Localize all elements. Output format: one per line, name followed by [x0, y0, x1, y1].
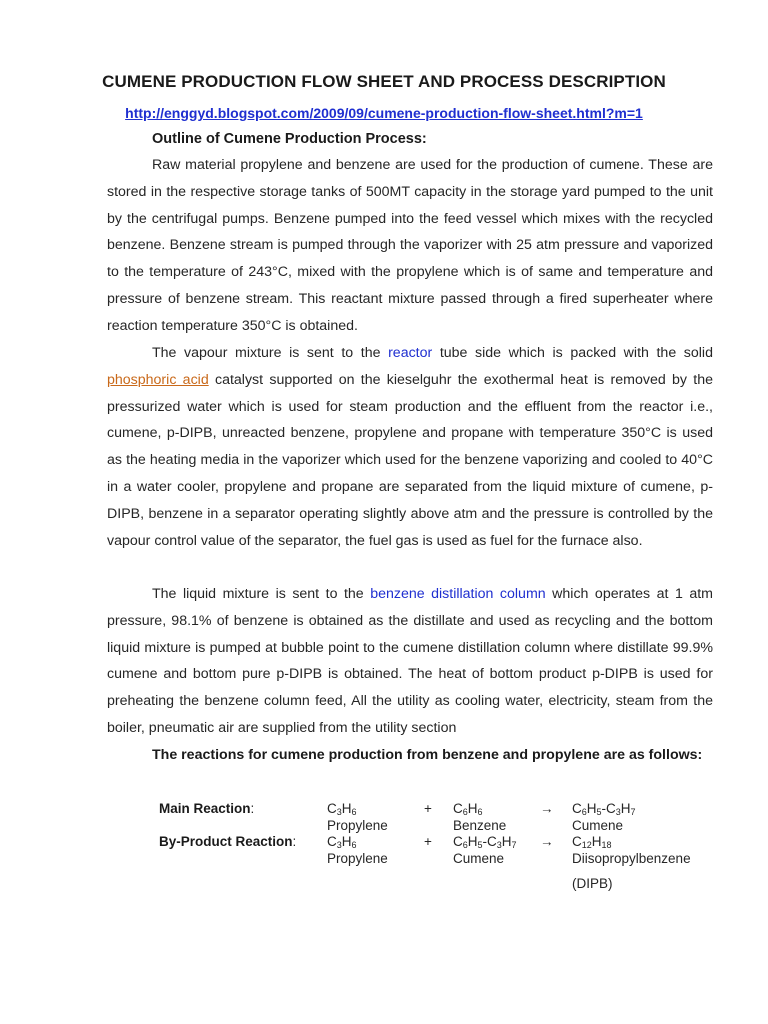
main-reactant1-name: Propylene: [327, 818, 388, 833]
phosphoric-acid-link[interactable]: phosphoric acid: [107, 371, 209, 388]
main-reactant2-formula: $C_6H_6$: [453, 801, 483, 817]
main-reaction-label: Main Reaction:: [159, 801, 255, 816]
paragraph-liquid-text-a: The liquid mixture is sent to the: [152, 586, 364, 602]
byproduct-arrow: →: [540, 834, 554, 849]
byproduct-reactant2-formula: $C_6H_5-C_3H_7$: [453, 834, 517, 850]
paragraph-raw-material: [107, 152, 713, 340]
main-reactant1-formula: $C_3H_6$: [327, 801, 357, 817]
byproduct-reactant1-formula: $C_3H_6$: [327, 834, 357, 850]
byproduct-product-abbreviation: (DIPB): [572, 876, 613, 891]
paragraph-raw-material-text: Raw material propylene and benzene are used for the production of cumene. These are stored in the respective storage tanks of 500MT capacity in the storage yard pumped to the unit by the centrifugal pumps. Benzene pumped into the feed vessel which mixes with the recycled benzene. Benzene stream is pumped through the vaporizer with 25 atm pressure and vaporized to the temperature of 243°C, mixed with the propylene which is of same and temperature and pressure of benzene stream. This reactant mixture passed through a fired superheater where reaction temperature 350°C is obtained.: [107, 157, 713, 334]
document-title: CUMENE PRODUCTION FLOW SHEET AND PROCESS DESCRIPTION: [102, 72, 666, 91]
byproduct-product-name: Diisopropylbenzene: [572, 851, 691, 866]
paragraph-vapour-text-b: tube side which is packed with the solid: [439, 345, 713, 361]
paragraph-liquid-mixture: [107, 581, 713, 742]
paragraph-liquid-text-b: which operates at 1 atm pressure, 98.1% of benzene is obtained as the distillate and used as recycling and the bottom liquid mixture is pumped at bubble point to the cumene distillation column where distillate 99.9% cumene and bottom pure p-DIPB is obtained. The heat of bottom product p-DIPB is used for preheating the benzene column feed, All the utility as cooling water, electricity, steam from the boiler, pneumatic air are supplied from the utility section: [107, 586, 713, 736]
paragraph-vapour-text-a: The vapour mixture is sent to the: [152, 345, 381, 361]
byproduct-reaction-label: By-Product Reaction:: [159, 834, 297, 849]
reactions-intro: [107, 742, 713, 769]
reactions-intro-text: The reactions for cumene production from benzene and propylene are as follows:: [152, 747, 703, 763]
byproduct-reactant2-name: Cumene: [453, 851, 505, 866]
byproduct-plus-sign: +: [424, 834, 432, 849]
outline-heading: Outline of Cumene Production Process:: [152, 131, 427, 147]
paragraph-vapour-mixture: [107, 340, 713, 554]
reactor-link[interactable]: reactor: [388, 345, 433, 361]
paragraph-vapour-text-c: catalyst supported on the kieselguhr the exothermal heat is removed by the pressurized water which is used for steam production and the effluent from the reactor i.e., cumene, p-DIPB, unreacted benzene, propylene and propane with temperature 350°C is used as the heating media in the vaporizer which used for the benzene vaporizing and cooled to 40°C in a water cooler, propylene and propane are separated from the liquid mixture of cumene, p-DIPB, benzene in a separator operating slightly above atm and the pressure is controlled by the vapour control value of the separator, the fuel gas is used as fuel for the furnace also.: [107, 371, 713, 549]
main-product-formula: $C_6H_5-C_3H_7$: [572, 801, 636, 817]
main-product-name: Cumene: [572, 818, 624, 833]
source-link[interactable]: http://enggyd.blogspot.com/2009/09/cumene-production-flow-sheet.html?m=1: [125, 105, 643, 121]
byproduct-reactant1-name: Propylene: [327, 851, 388, 866]
main-arrow: →: [540, 801, 554, 816]
main-reactant2-name: Benzene: [453, 818, 507, 833]
benzene-distillation-column-link[interactable]: benzene distillation column: [370, 586, 546, 602]
main-plus-sign: +: [424, 801, 432, 816]
byproduct-product-formula: $C_{12}H_{18}$: [572, 834, 612, 850]
